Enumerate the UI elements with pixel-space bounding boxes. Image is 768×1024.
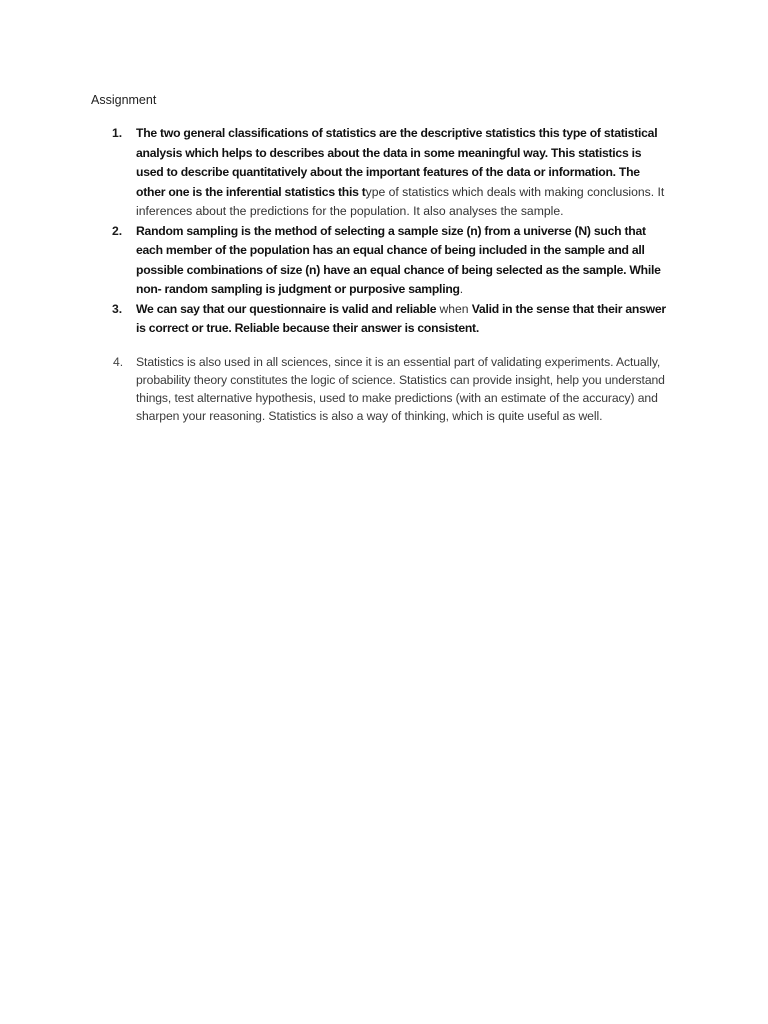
item-text-bold: The two general classifications of statistics are the descriptive statistics this type of statistical analysis which helps to describes about the data in some meaningful way. This statistics is used to describe quantitatively about the important features of the data or information. The other one is the inferential statistics this t bbox=[136, 126, 658, 199]
list-item-3 bbox=[0, 300, 666, 339]
item-text-regular: when bbox=[439, 301, 469, 316]
page-title: Assignment bbox=[91, 93, 157, 107]
item-text-regular: ype of statistics which deals with making conclusions. It inferences about the predictions for the population. It also analyses the sample. bbox=[136, 184, 665, 218]
item-number: 4. bbox=[113, 354, 124, 369]
item-number: 2. bbox=[112, 223, 123, 238]
item-text-bold: Valid in the sense that their answer is correct or true. Reliable because their answer is consistent. bbox=[136, 301, 666, 335]
list-item-2 bbox=[0, 222, 666, 300]
answer-list bbox=[0, 124, 768, 426]
item-text-regular: . bbox=[459, 282, 464, 296]
item-number: 1. bbox=[112, 126, 123, 140]
item-text-regular: Statistics is also used in all sciences, since it is an essential part of validating experiments. Actually, probability theory constitutes the logic of science. Statistics can provide insight, help you understand things, test alternative hypothesis, used to make predictions (with an estimate of the accuracy) and sharpen your reasoning. Statistics is also a way of thinking, which is quite useful as well. bbox=[136, 354, 665, 424]
list-item-4 bbox=[0, 353, 666, 426]
item-text-bold: Random sampling is the method of selecting a sample size (n) from a universe (N) such that each member of the population has an equal chance of being included in the sample and all possible combinations of size (n) have an equal chance of being selected as the sample. While non- random sampling is judgment or purposive sampling bbox=[136, 223, 661, 296]
item-number: 3. bbox=[112, 301, 123, 316]
list-item-1 bbox=[0, 124, 666, 222]
item-text-bold: We can say that our questionnaire is valid and reliable bbox=[136, 301, 440, 316]
